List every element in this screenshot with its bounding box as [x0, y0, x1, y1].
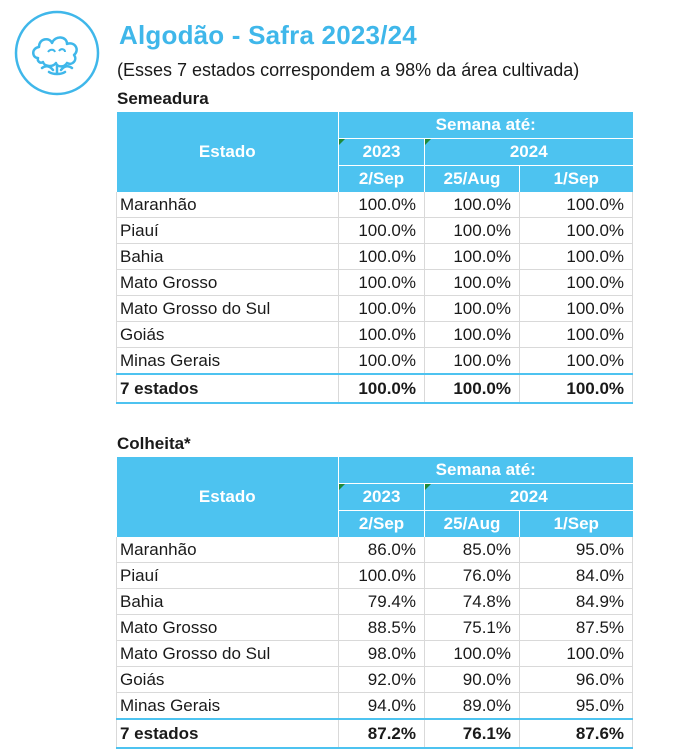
value-cell: 95.0%	[520, 693, 633, 720]
value-cell: 100.0%	[425, 348, 520, 375]
column-header-date: 25/Aug	[425, 166, 520, 193]
table-row	[117, 192, 633, 218]
total-value: 87.2%	[339, 719, 425, 748]
value-cell: 100.0%	[339, 563, 425, 589]
state-cell: Mato Grosso do Sul	[117, 296, 339, 322]
value-cell: 100.0%	[425, 244, 520, 270]
state-cell: Minas Gerais	[117, 348, 339, 375]
value-cell: 100.0%	[425, 641, 520, 667]
table-row	[117, 270, 633, 296]
colheita-table	[116, 457, 633, 749]
cell-comment-marker	[425, 484, 431, 490]
value-cell: 100.0%	[520, 641, 633, 667]
table-row	[117, 537, 633, 563]
column-header-year-2024: 2024	[425, 484, 633, 511]
column-header-date: 25/Aug	[425, 511, 520, 538]
value-cell: 100.0%	[425, 296, 520, 322]
total-label: 7 estados	[117, 374, 339, 403]
value-cell: 100.0%	[339, 322, 425, 348]
value-cell: 90.0%	[425, 667, 520, 693]
value-cell: 96.0%	[520, 667, 633, 693]
value-cell: 88.5%	[339, 615, 425, 641]
value-cell: 92.0%	[339, 667, 425, 693]
value-cell: 100.0%	[520, 192, 633, 218]
value-cell: 76.0%	[425, 563, 520, 589]
value-cell: 100.0%	[339, 348, 425, 375]
table-row	[117, 589, 633, 615]
cell-comment-marker	[339, 484, 345, 490]
state-cell: Goiás	[117, 667, 339, 693]
column-header-year-2023: 2023	[339, 139, 425, 166]
total-row	[117, 719, 633, 748]
table-row	[117, 348, 633, 375]
column-header-week: Semana até:	[339, 457, 633, 484]
table-row	[117, 218, 633, 244]
value-cell: 86.0%	[339, 537, 425, 563]
total-value: 100.0%	[339, 374, 425, 403]
column-header-year-2023: 2023	[339, 484, 425, 511]
column-header-state: Estado	[117, 457, 339, 537]
value-cell: 89.0%	[425, 693, 520, 720]
value-cell: 85.0%	[425, 537, 520, 563]
page-title: Algodão - Safra 2023/24	[119, 20, 417, 50]
value-cell: 100.0%	[425, 218, 520, 244]
total-row	[117, 374, 633, 403]
value-cell: 100.0%	[520, 270, 633, 296]
state-cell: Mato Grosso	[117, 615, 339, 641]
table-row	[117, 615, 633, 641]
state-cell: Piauí	[117, 563, 339, 589]
value-cell: 100.0%	[339, 296, 425, 322]
value-cell: 100.0%	[339, 192, 425, 218]
state-cell: Bahia	[117, 244, 339, 270]
table-row	[117, 296, 633, 322]
total-value: 100.0%	[520, 374, 633, 403]
colheita-section-title: Colheita*	[117, 434, 191, 453]
column-header-year-2024: 2024	[425, 139, 633, 166]
value-cell: 100.0%	[339, 244, 425, 270]
column-header-date: 1/Sep	[520, 511, 633, 538]
value-cell: 75.1%	[425, 615, 520, 641]
state-cell: Minas Gerais	[117, 693, 339, 720]
value-cell: 100.0%	[520, 322, 633, 348]
state-cell: Piauí	[117, 218, 339, 244]
total-value: 76.1%	[425, 719, 520, 748]
table-row	[117, 667, 633, 693]
page-subtitle: (Esses 7 estados correspondem a 98% da área cultivada)	[117, 60, 580, 80]
value-cell: 100.0%	[425, 192, 520, 218]
table-row	[117, 641, 633, 667]
cell-comment-marker	[339, 139, 345, 145]
value-cell: 100.0%	[339, 270, 425, 296]
state-cell: Bahia	[117, 589, 339, 615]
table-row	[117, 563, 633, 589]
value-cell: 95.0%	[520, 537, 633, 563]
value-cell: 84.9%	[520, 589, 633, 615]
cotton-flower-icon	[12, 8, 102, 98]
column-header-week: Semana até:	[339, 112, 633, 139]
column-header-date: 1/Sep	[520, 166, 633, 193]
value-cell: 100.0%	[520, 348, 633, 375]
value-cell: 100.0%	[339, 218, 425, 244]
semeadura-section-title: Semeadura	[117, 89, 209, 108]
column-header-date: 2/Sep	[339, 511, 425, 538]
value-cell: 94.0%	[339, 693, 425, 720]
state-cell: Goiás	[117, 322, 339, 348]
table-row	[117, 322, 633, 348]
state-cell: Maranhão	[117, 537, 339, 563]
value-cell: 100.0%	[520, 218, 633, 244]
column-header-date: 2/Sep	[339, 166, 425, 193]
cell-comment-marker	[425, 139, 431, 145]
value-cell: 100.0%	[425, 270, 520, 296]
semeadura-table	[116, 112, 633, 404]
value-cell: 87.5%	[520, 615, 633, 641]
state-cell: Mato Grosso	[117, 270, 339, 296]
state-cell: Maranhão	[117, 192, 339, 218]
total-value: 87.6%	[520, 719, 633, 748]
table-row	[117, 693, 633, 720]
state-cell: Mato Grosso do Sul	[117, 641, 339, 667]
value-cell: 100.0%	[520, 244, 633, 270]
value-cell: 98.0%	[339, 641, 425, 667]
table-row	[117, 244, 633, 270]
total-label: 7 estados	[117, 719, 339, 748]
total-value: 100.0%	[425, 374, 520, 403]
value-cell: 74.8%	[425, 589, 520, 615]
value-cell: 84.0%	[520, 563, 633, 589]
value-cell: 100.0%	[425, 322, 520, 348]
column-header-state: Estado	[117, 112, 339, 192]
value-cell: 100.0%	[520, 296, 633, 322]
value-cell: 79.4%	[339, 589, 425, 615]
